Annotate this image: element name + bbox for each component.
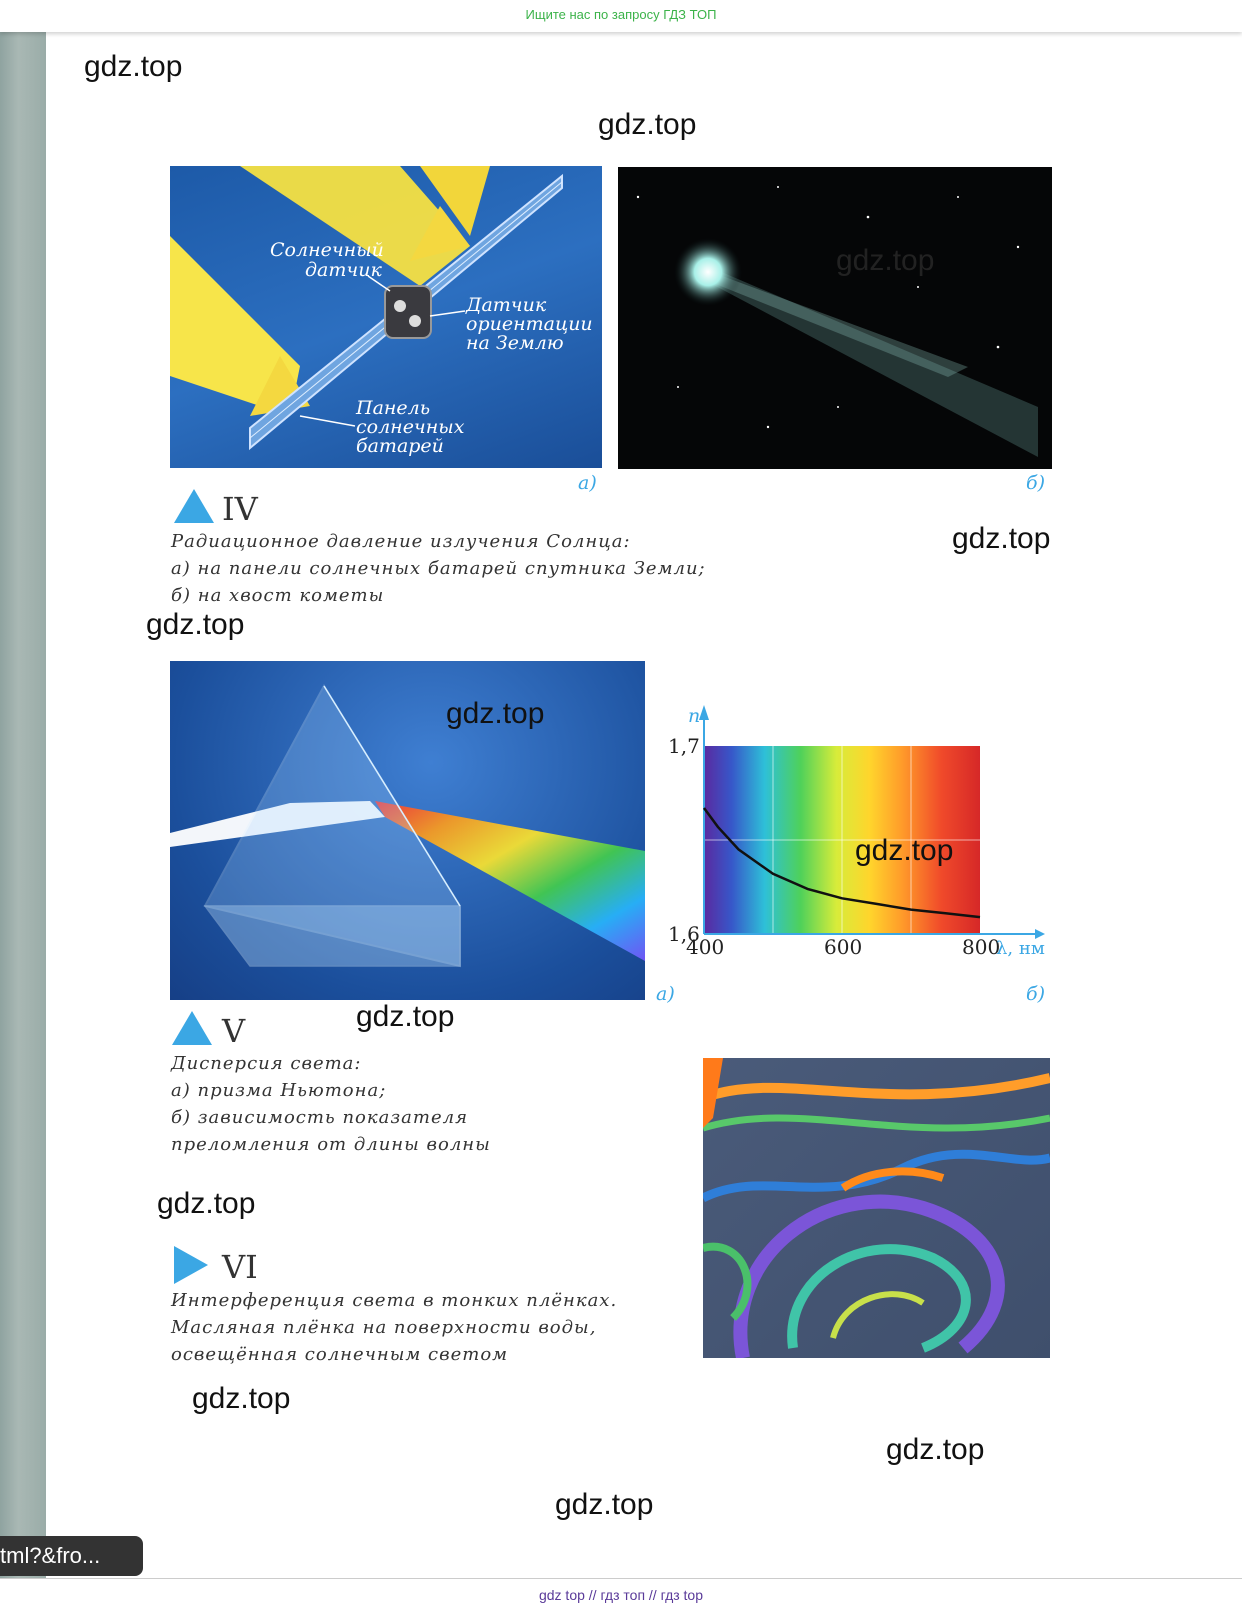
- figure-number: V: [222, 1012, 246, 1050]
- comet-illustration: [618, 167, 1052, 469]
- earth-sensor-label: ориентации: [466, 313, 593, 335]
- figure-caption: [171, 1287, 617, 1368]
- caption-line: Радиационное давление излучения Солнца:: [171, 531, 631, 552]
- comet-photo: [618, 167, 1052, 469]
- caption-line: б) зависимость показателя: [171, 1107, 469, 1128]
- satellite-illustration: [170, 166, 602, 468]
- footer-bar: [0, 1578, 1242, 1611]
- caption-line: а) на панели солнечных батарей спутника Земли;: [171, 558, 706, 579]
- figure-marker-icon: [174, 489, 214, 523]
- y-axis-label: n: [688, 705, 701, 727]
- caption-line: освещённая солнечным светом: [171, 1344, 509, 1365]
- caption-line: преломления от длины волны: [171, 1134, 491, 1155]
- left-page-edge: [0, 32, 46, 1578]
- figure-number: VI: [222, 1248, 258, 1286]
- prism-illustration: [170, 661, 645, 1000]
- panel-label: батарей: [356, 435, 444, 457]
- y-tick-label: 1,6: [668, 922, 700, 946]
- watermark: gdz.top: [598, 108, 697, 141]
- oil-film-illustration: [703, 1058, 1050, 1358]
- sublabel-b: б): [1026, 983, 1046, 1005]
- figure-caption: [171, 1050, 491, 1158]
- sun-sensor-label: датчик: [305, 259, 382, 281]
- prism-photo: [170, 661, 645, 1000]
- x-tick-label: 600: [824, 935, 863, 959]
- watermark: gdz.top: [146, 608, 245, 641]
- sublabel-a: а): [578, 472, 597, 494]
- url-preview-pill[interactable]: tml?&fro...: [0, 1536, 143, 1576]
- caption-line: б) на хвост кометы: [171, 585, 385, 606]
- panel-label: Панель: [356, 397, 431, 419]
- watermark: gdz.top: [555, 1488, 654, 1521]
- earth-sensor-label: Датчик: [466, 294, 547, 316]
- watermark: gdz.top: [446, 697, 545, 730]
- panel-label: солнечных: [356, 416, 465, 438]
- watermark: gdz.top: [192, 1382, 291, 1415]
- sun-sensor-label: Солнечный: [270, 239, 384, 261]
- watermark: gdz.top: [855, 834, 954, 867]
- figure-marker-icon: [174, 1246, 208, 1284]
- figure-marker-icon: [172, 1011, 212, 1045]
- watermark: gdz.top: [356, 1000, 455, 1033]
- watermark: gdz.top: [952, 522, 1051, 555]
- y-axis-arrow-icon: [699, 705, 709, 720]
- earth-sensor-label: на Землю: [466, 332, 564, 354]
- oil-film-photo: [703, 1058, 1050, 1358]
- y-tick-label: 1,7: [668, 734, 700, 758]
- watermark: gdz.top: [886, 1433, 985, 1466]
- top-banner-text: Ищите нас по запросу ГДЗ ТОП: [525, 7, 717, 22]
- x-tick-label: 800: [962, 935, 1001, 959]
- caption-line: а) призма Ньютона;: [171, 1080, 387, 1101]
- figure-number: IV: [222, 490, 258, 528]
- caption-line: Масляная плёнка на поверхности воды,: [171, 1317, 597, 1338]
- top-banner: [0, 0, 1242, 32]
- x-axis-label: λ, нм: [996, 938, 1045, 959]
- watermark: gdz.top: [84, 50, 183, 83]
- satellite-diagram: [170, 166, 602, 468]
- watermark: gdz.top: [157, 1187, 256, 1220]
- sublabel-b: б): [1026, 472, 1046, 494]
- caption-line: Интерференция света в тонких плёнках.: [171, 1290, 618, 1311]
- footer-links[interactable]: gdz top // гдз топ // гдз top: [538, 1587, 704, 1603]
- sublabel-a: а): [656, 983, 675, 1005]
- caption-line: Дисперсия света:: [171, 1053, 362, 1074]
- watermark: gdz.top: [836, 244, 935, 277]
- x-tick-label: 400: [686, 935, 725, 959]
- figure-caption: [171, 528, 706, 609]
